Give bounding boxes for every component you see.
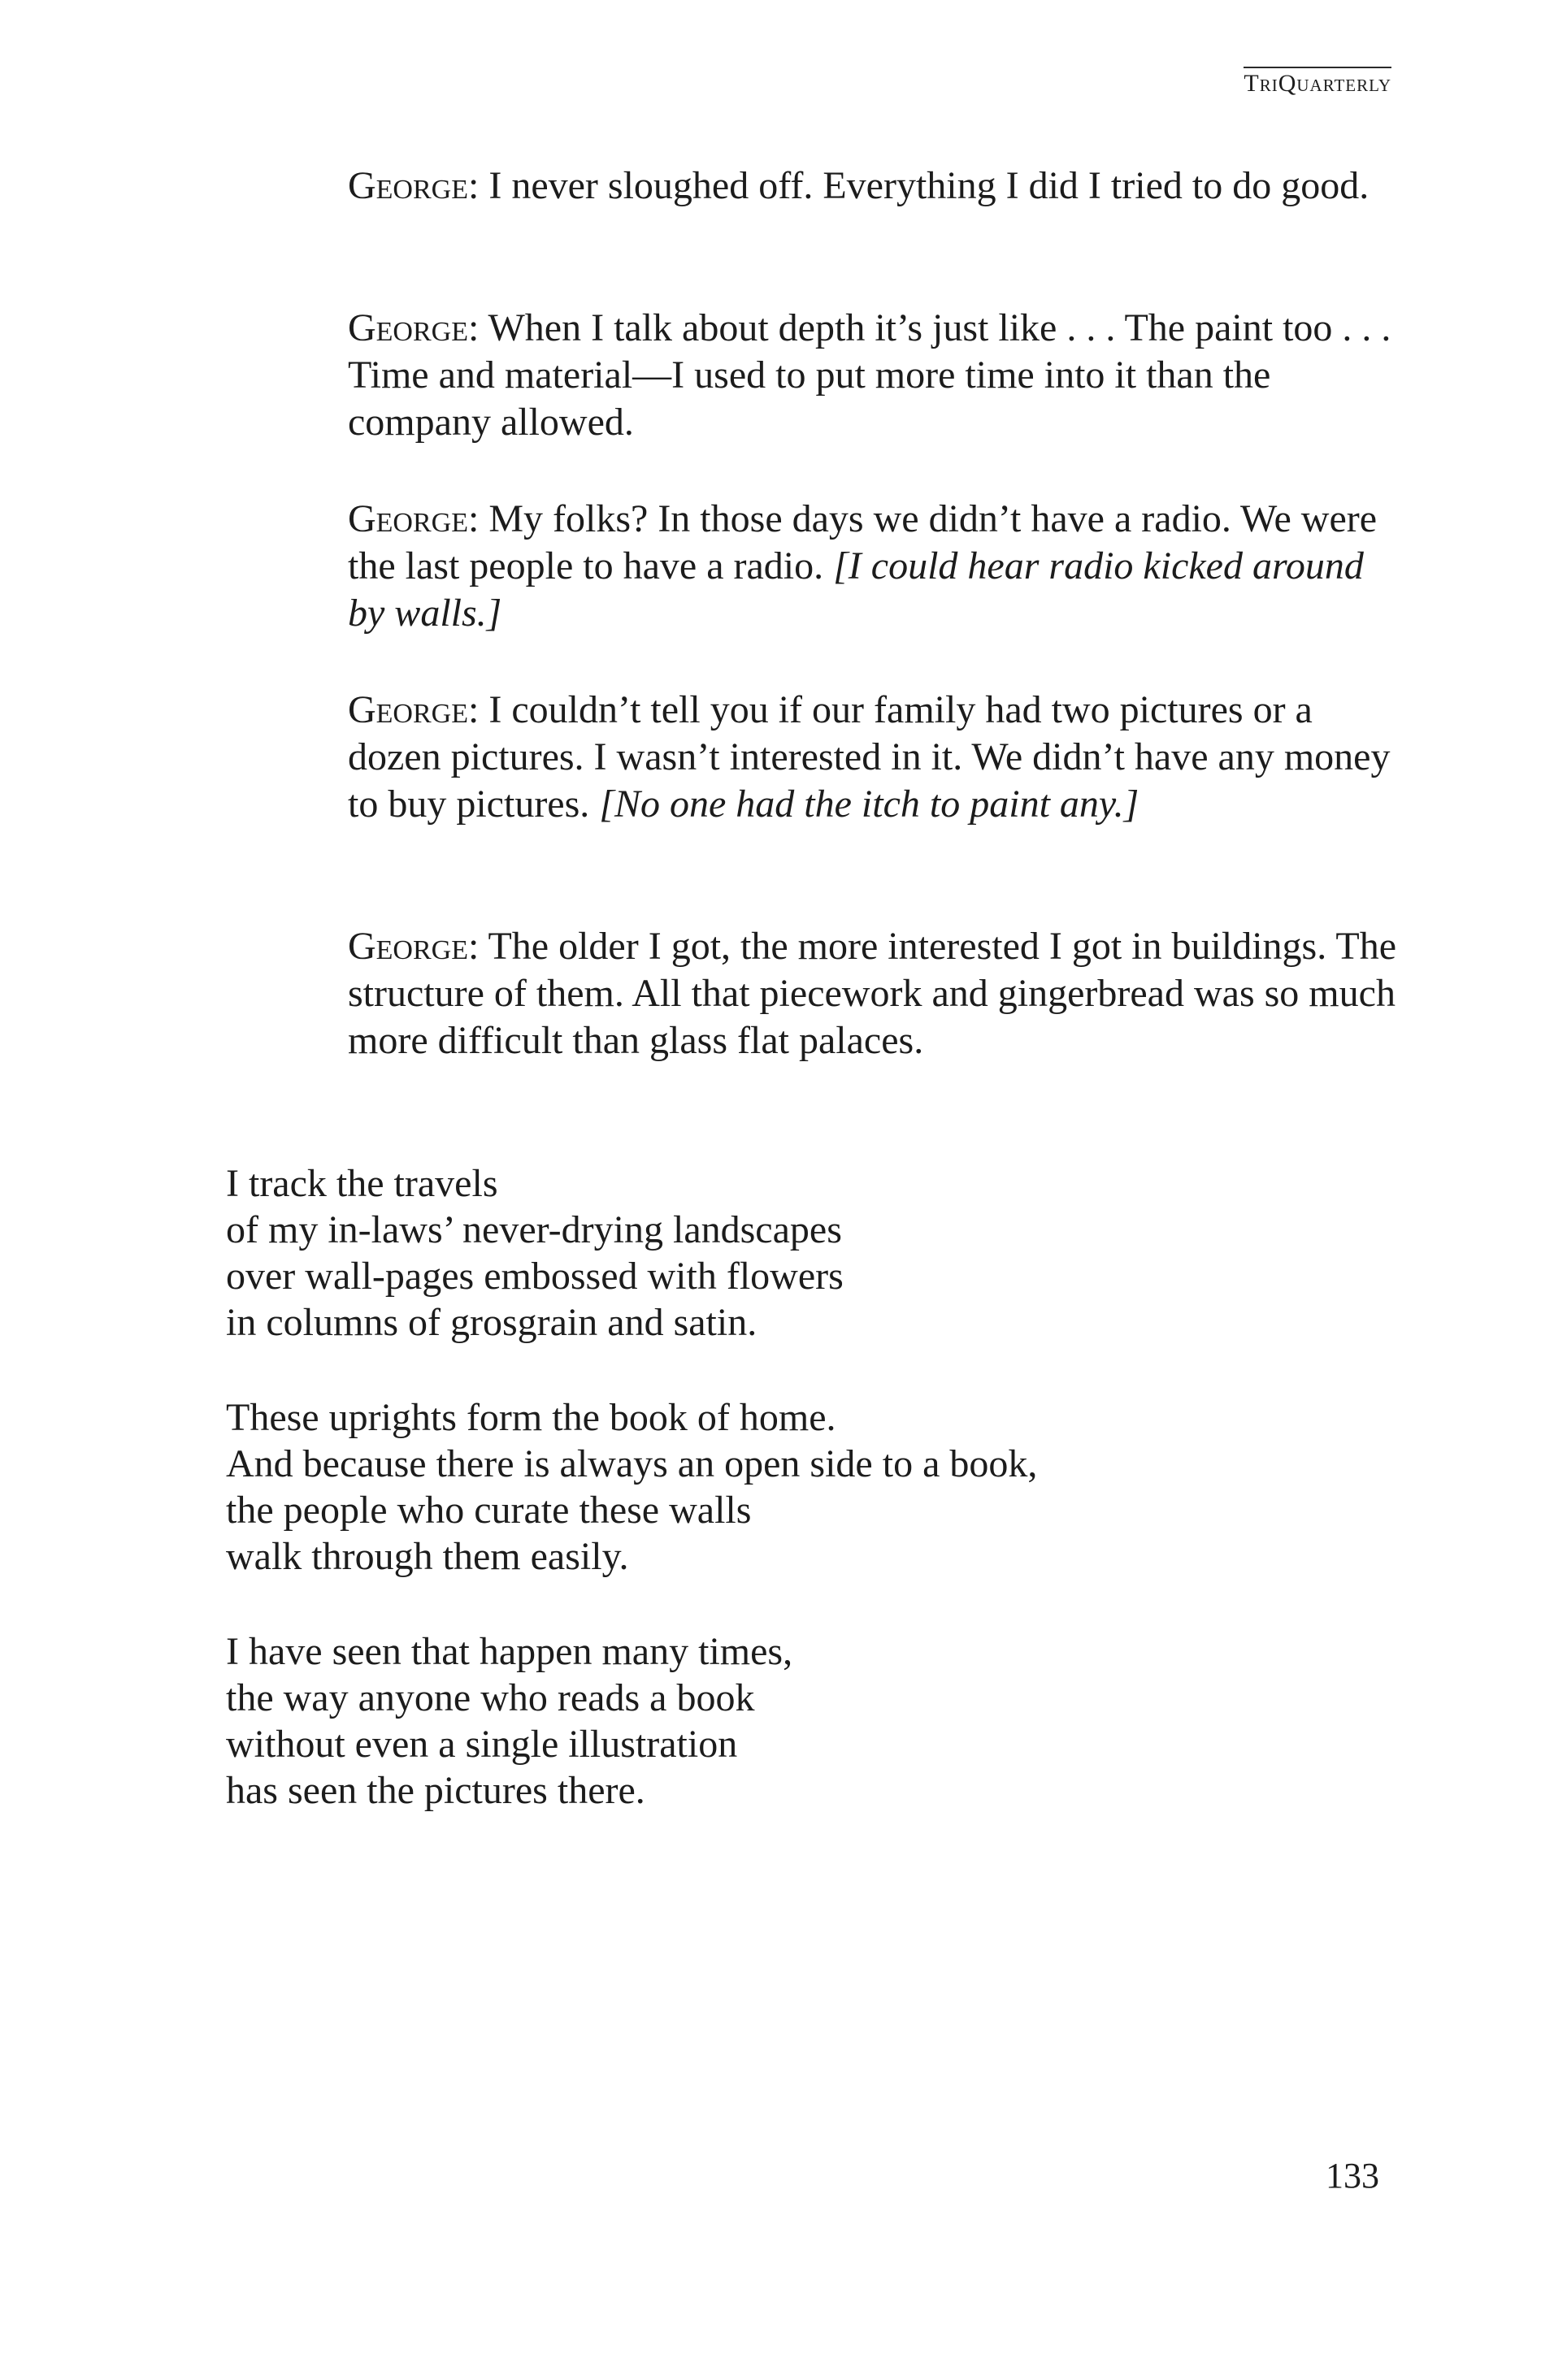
- interview-text: My folks? In those days we didn’t have a radio. We were the last people to have a radio.: [348, 497, 1378, 587]
- speaker-label: George:: [348, 164, 480, 207]
- speaker-label: George:: [348, 306, 480, 349]
- interview-paragraph: [348, 163, 1396, 210]
- poem-line: in columns of grosgrain and satin.: [226, 1301, 757, 1344]
- poem-line: I track the travels: [226, 1162, 498, 1205]
- poem-stanza: [226, 1394, 1037, 1580]
- interview-text: The older I got, the more interested I got in buildings. The structure of them. All that piecework and gingerbread was so much more difficult than glass flat palaces.: [348, 925, 1396, 1062]
- journal-title: TriQuarterly: [1244, 70, 1391, 97]
- poem-line: the way anyone who reads a book: [226, 1676, 755, 1719]
- speaker-label: George:: [348, 497, 480, 540]
- poem-line: has seen the pictures there.: [226, 1769, 645, 1812]
- interview-paragraph: [348, 923, 1396, 1064]
- speaker-label: George:: [348, 925, 480, 968]
- running-head: [1244, 70, 1391, 98]
- page-number: 133: [1326, 2156, 1379, 2196]
- speaker-label: George:: [348, 688, 480, 731]
- running-head-rule: [1244, 67, 1391, 68]
- interview-text: When I talk about depth it’s just like . . . The paint too . . . Time and material—I used to put more time into it than the company allowed.: [348, 306, 1391, 444]
- poem-line: walk through them easily.: [226, 1535, 629, 1578]
- poem-line: without even a single illustration: [226, 1723, 738, 1766]
- interview-paragraph: [348, 305, 1396, 446]
- poem-line: over wall-pages embossed with flowers: [226, 1255, 844, 1298]
- interview-aside: [I could hear radio kicked around by walls.]: [348, 544, 1364, 635]
- poem-stanza: [226, 1628, 792, 1814]
- interview-text: I couldn’t tell you if our family had two pictures or a dozen pictures. I wasn’t interested in it. We didn’t have any money to buy pictures.: [348, 688, 1391, 826]
- interview-paragraph: [348, 496, 1396, 637]
- poem-line: the people who curate these walls: [226, 1489, 752, 1532]
- interview-paragraph: [348, 687, 1396, 828]
- poem-line: of my in-laws’ never-drying landscapes: [226, 1208, 842, 1251]
- poem-line: These uprights form the book of home.: [226, 1396, 836, 1439]
- poem-stanza: [226, 1160, 844, 1346]
- interview-text: I never sloughed off. Everything I did I tried to do good.: [488, 164, 1370, 207]
- poem-line: And because there is always an open side to a book,: [226, 1442, 1038, 1485]
- poem-line: I have seen that happen many times,: [226, 1630, 793, 1673]
- interview-aside: [No one had the itch to paint any.]: [599, 782, 1139, 826]
